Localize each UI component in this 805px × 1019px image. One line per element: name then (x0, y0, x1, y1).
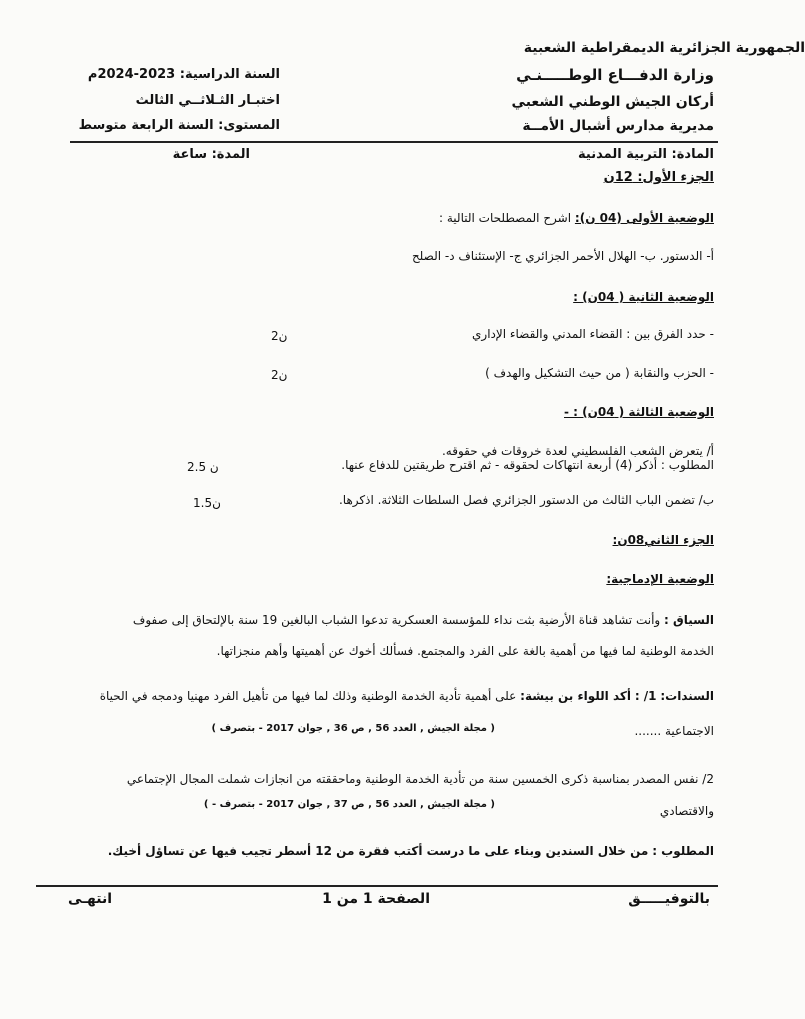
ministry-name: وزارة الدفـــاع الوطـــــنـي (516, 66, 714, 84)
supports-label: السندات: (660, 689, 714, 703)
integration-situation-title: الوضعية الإدماجية: (606, 572, 714, 586)
s2-q2-points: 2ن (271, 368, 288, 382)
support-2-continuation: والاقتصادي (659, 804, 714, 818)
support-1 (100, 689, 714, 703)
level: المستوى: السنة الرابعة متوسط (78, 118, 280, 133)
s1-instruction: اشرح المصطلحات التالية : (439, 211, 572, 225)
part2-title: الجزء الثاني08ن: (612, 533, 714, 547)
context-line-1 (133, 613, 714, 627)
s1-terms: أ- الدستور. ب- الهلال الأحمر الجزائري ج- الإستئناف د- الصلح (411, 249, 714, 263)
duration: المدة: ساعة (172, 147, 250, 162)
support-2: 2/ نفس المصدر بمناسبة ذكرى الخمسين سنة من تأدية الخدمة الوطنية وماحققته من انجازات شملت المجال الإجتماعي (126, 772, 714, 786)
s3-req-points: 2.5 ن (187, 460, 219, 474)
s1-title: الوضعية الأولى (04 ن): (574, 211, 714, 225)
support-1-source: ( مجلة الجيش , العدد 56 , ص 36 , جوان 2017 - بتصرف ) (211, 723, 495, 734)
republic-title: الجمهورية الجزائرية الديمقراطية الشعبية (523, 40, 805, 56)
school-year: السنة الدراسية: 2023-2024م (87, 67, 280, 82)
s3-req: المطلوب : أذكر (4) أربعة انتهاكات لحقوقه - ثم اقترح طريقتين للدفاع عنها. (341, 458, 714, 472)
support-1-number: 1/ : (634, 689, 657, 703)
support-1-lead: أكد اللواء بن بيشة: (520, 689, 631, 703)
staff-name: أركان الجيش الوطني الشعبي (511, 94, 714, 110)
s2-title: الوضعية الثانية ( 04ن) : (573, 290, 714, 304)
page-number: الصفحة 1 من 1 (322, 891, 430, 907)
footer-divider (36, 885, 718, 887)
support-1-continuation: الاجتماعية ....... (634, 724, 714, 738)
header-divider (70, 141, 718, 143)
task-label: المطلوب : (652, 844, 714, 858)
s2-q1: - حدد الفرق بين : القضاء المدني والقضاء الإداري (472, 327, 714, 341)
s3-title: الوضعية الثالثة ( 04ن) : - (564, 405, 714, 419)
s3-b-points: 1.5ن (193, 496, 221, 510)
context-line-2: الخدمة الوطنية لما فيها من أهمية بالغة على الفرد والمجتمع. فسألك أخوك عن أهميتها وأهم منجزاتها. (216, 644, 714, 658)
task-text: من خلال السندين وبناء على ما درست أكتب فقرة من 12 أسطر تجيب فيها عن تساؤل أخيك. (107, 844, 649, 858)
directorate-name: مديرية مدارس أشبال الأمــة (522, 118, 714, 134)
subject: المادة: التربية المدنية (578, 147, 714, 162)
context-text-1: وأنت تشاهد قناة الأرضية بثت نداء للمؤسسة العسكرية تدعوا الشباب البالغين 19 سنة بالإلتحاق إلى صفوف (132, 613, 661, 627)
s3-a: أ/ يتعرض الشعب الفلسطيني لعدة خروقات في حقوقه. (441, 444, 714, 458)
support-1-text: على أهمية تأدية الخدمة الوطنية وذلك لما فيها من تأهيل الفرد مهنيا ودمجه في الحياة (99, 689, 517, 703)
support-2-source: ( مجلة الجيش , العدد 56 , ص 37 , جوان 2017 - بتصرف - ) (203, 799, 495, 810)
end-marker: انتهـى (68, 891, 112, 907)
exam-name: اختبـار الثـلاثــي الثالث (135, 93, 280, 108)
s1-block (439, 211, 714, 225)
good-luck: بالتوفيـــــق (628, 891, 710, 907)
part1-title: الجزء الأول: 12ن (603, 170, 714, 185)
s3-b: ب/ تضمن الباب الثالث من الدستور الجزائري فصل السلطات الثلاثة. اذكرها. (338, 493, 714, 507)
task (108, 844, 714, 858)
context-label: السياق : (664, 613, 714, 627)
s2-q2: - الحزب والنقابة ( من حيث التشكيل والهدف ) (485, 366, 714, 380)
s2-q1-points: 2ن (271, 329, 288, 343)
